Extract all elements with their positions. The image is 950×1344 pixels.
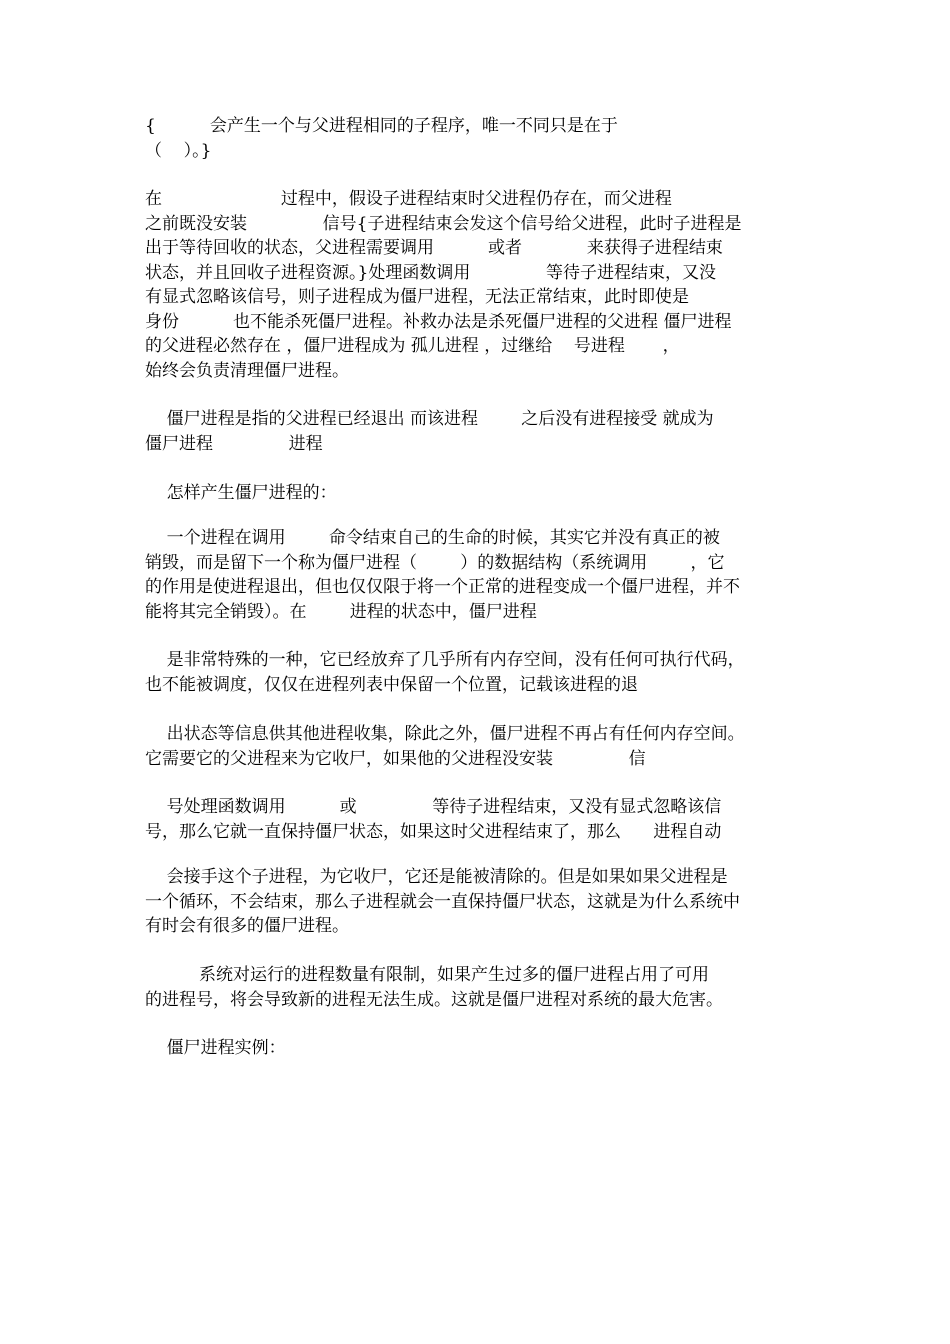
text-line: 僵尸进程是指的父进程已经退出 而该进程 之后没有进程接受 就成为	[145, 409, 714, 429]
text-line: 状态，并且回收子进程资源。}处理函数调用 等待子进程结束，又没	[145, 262, 716, 283]
paragraph-fork-intro	[145, 114, 810, 163]
paragraph-exit-call	[145, 526, 810, 624]
text-line: 销毁，而是留下一个称为僵尸进程（ ）的数据结构（系统调用 ，它	[145, 552, 725, 573]
paragraph-how-heading	[145, 481, 810, 506]
text-line: 能将其完全销毁）。在 进程的状态中，僵尸进程	[145, 601, 537, 622]
text-line: 在 过程中，假设子进程结束时父进程仍存在，而父进程	[145, 189, 672, 209]
text-line: 的进程号，将会导致新的进程无法生成。这就是僵尸进程对系统的最大危害。	[145, 989, 723, 1010]
paragraph-harm	[145, 963, 810, 1012]
text-line: 始终会负责清理僵尸进程。	[145, 360, 349, 381]
paragraph-zombie-definition	[145, 407, 810, 456]
paragraph-example-heading	[145, 1036, 810, 1061]
text-line: 出状态等信息供其他进程收集，除此之外，僵尸进程不再占有任何内存空间。	[145, 724, 745, 744]
text-line: 怎样产生僵尸进程的：	[145, 483, 337, 503]
text-line: 会接手这个子进程，为它收尸，它还是能被清除的。但是如果如果父进程是	[145, 867, 728, 887]
paragraph-sigchld	[145, 187, 810, 383]
text-line: 僵尸进程实例：	[145, 1038, 286, 1058]
text-line: 一个循环，不会结束，那么子进程就会一直保持僵尸状态，这就是为什么系统中	[145, 891, 740, 912]
text-line: 有时会有很多的僵尸进程。	[145, 916, 349, 936]
text-line: 僵尸进程 进程	[145, 433, 323, 454]
text-line: 号，那么它就一直保持僵尸状态，如果这时父进程结束了，那么 进程自动	[145, 821, 722, 842]
text-line: 的父进程必然存在 ，僵尸进程成为 孤儿进程 ，过继给 号进程 ，	[145, 336, 680, 356]
text-line: （ ）。}	[145, 140, 212, 161]
paragraph-signal-handler	[145, 795, 810, 844]
text-line: 它需要它的父进程来为它收尸，如果他的父进程没安装 信	[145, 748, 646, 769]
text-line: 也不能被调度，仅仅在进程列表中保留一个位置，记载该进程的退	[145, 674, 638, 695]
paragraph-special-state	[145, 648, 810, 697]
text-line: { 会产生一个与父进程相同的子程序，唯一不同只是在于	[145, 116, 618, 136]
paragraph-exit-status	[145, 722, 810, 771]
text-line: 系统对运行的进程数量有限制，如果产生过多的僵尸进程占用了可用	[145, 965, 710, 985]
text-line: 之前既没安装 信号{子进程结束会发这个信号给父进程，此时子进程是	[145, 213, 742, 234]
text-line: 身份 也不能杀死僵尸进程。补救办法是杀死僵尸进程的父进程 僵尸进程	[145, 311, 732, 332]
text-line: 是非常特殊的一种，它已经放弃了几乎所有内存空间，没有任何可执行代码，	[145, 650, 745, 670]
text-line: 号处理函数调用 或 等待子进程结束，又没有显式忽略该信	[145, 797, 722, 817]
text-line: 有显式忽略该信号，则子进程成为僵尸进程，无法正常结束，此时即使是	[145, 287, 689, 307]
text-line: 出于等待回收的状态，父进程需要调用 或者 来获得子进程结束	[145, 238, 723, 258]
text-line: 一个进程在调用 命令结束自己的生命的时候，其实它并没有真正的被	[145, 528, 720, 548]
paragraph-takeover	[145, 865, 810, 939]
text-line: 的作用是使进程退出，但也仅仅限于将一个正常的进程变成一个僵尸进程，并不	[145, 577, 740, 597]
